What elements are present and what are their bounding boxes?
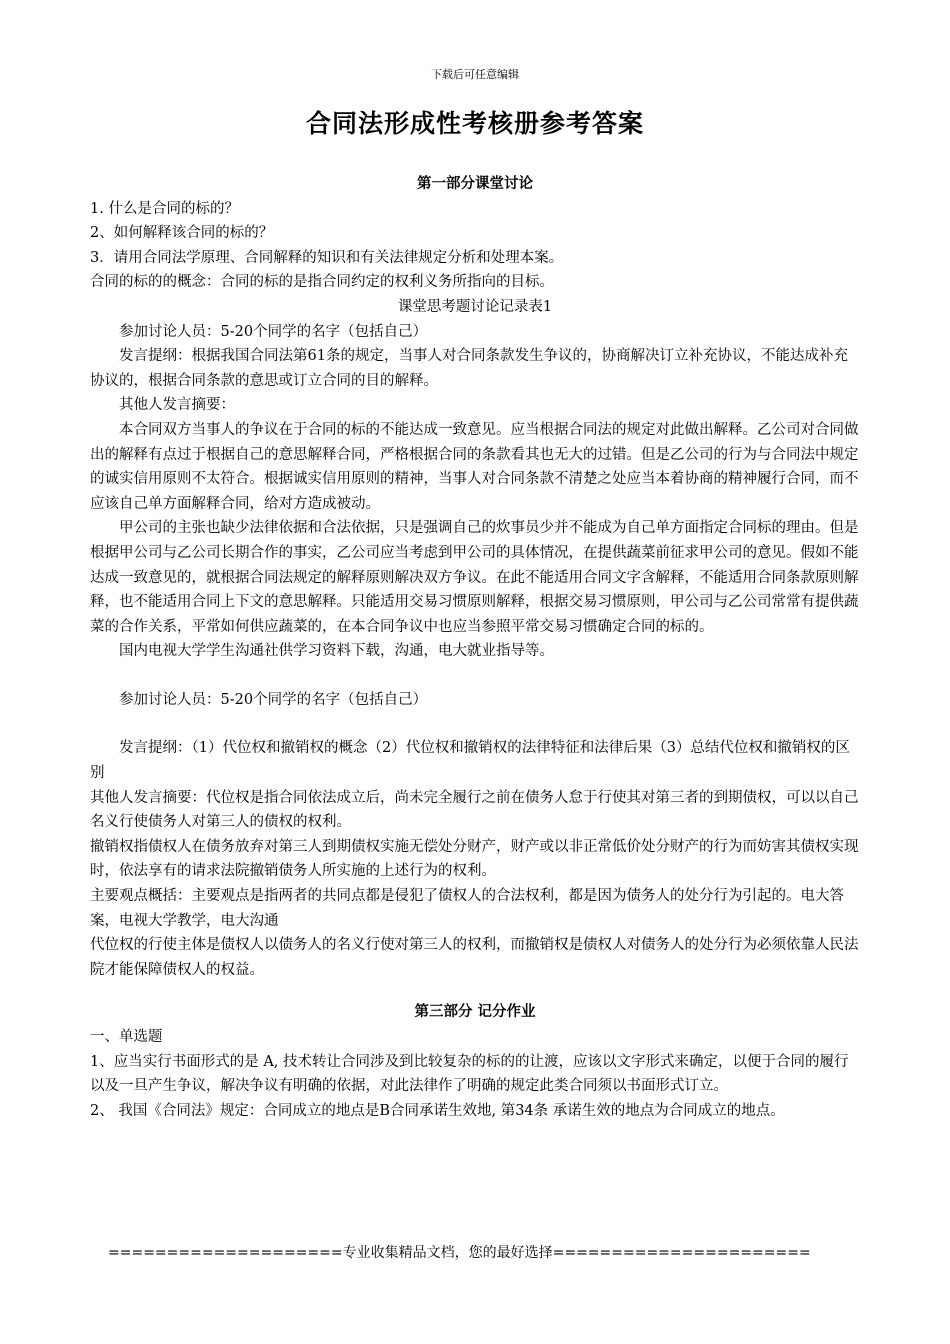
outline-paragraph: 发言提纲：根据我国合同法第61条的规定，当事人对合同条款发生争议的，协商解决订立补充协议，不能达成补充协议的，根据合同条款的意思或订立合同的目的解释。	[90, 348, 848, 389]
difference-paragraph: 代位权的行使主体是债权人以债务人的名义行使对第三人的权利，而撤销权是债权人对债务人的处分行为必须依靠人民法院才能保障债权人的权益。	[90, 937, 859, 978]
others-paragraph: 其他人发言摘要：代位权是指合同依法成立后，尚未完全履行之前在债务人怠于行使其对第三者的到期债权，可以以自己名义行使债务人对第三人的债权的权利。	[90, 789, 859, 831]
section-heading-1: 第一部分课堂讨论	[417, 175, 533, 192]
document-title: 合同法形成性考核册参考答案	[305, 109, 644, 138]
body-paragraph: 本合同双方当事人的争议在于合同的标的不能达成一致意见。应当根据合同法的规定对此做出解释。乙公司对合同做出的解释有点过于根据自己的意思解释合同，严格根据合同的条款看其也无大的过错。但是乙公司的行为与合同法中规定的诚实信用原则不太符合。根据诚实信用原则的精神，当事人对合同条款不清楚之处应当本着协商的精神履行合同，而不应该自己单方面解释合同，给对方造成被动。	[90, 421, 859, 512]
question-1: 1. 什么是合同的标的？	[90, 200, 239, 217]
subsection-heading: 一、单选题	[90, 1029, 163, 1045]
revoke-paragraph: 撤销权指债权人在债务放弃对第三人到期债权实施无偿处分财产，财产或以非正常低价处分财产的行为而妨害其债权实现时，依法享有的请求法院撤销债务人所实施的上述行为的权利。	[90, 838, 859, 880]
outline-paragraph: 发言提纲：（1）代位权和撤销权的概念（2）代位权和撤销权的法律特征和法律后果（3）总结代位权和撤销权的区别	[90, 740, 850, 782]
document-body	[90, 172, 860, 1123]
footer-banner: ====================专业收集精品文档，您的最好选择======================	[108, 1245, 811, 1261]
body-paragraph: 国内电视大学学生沟通社供学习资料下载，沟通，电大就业指导等。	[119, 643, 554, 660]
body-paragraph: 甲公司的主张也缺少法律依据和合法依据，只是强调自己的炊事员少并不能成为自己单方面指定合同标的理由。但是根据甲公司与乙公司长期合作的事实，乙公司应当考虑到甲公司的具体情况，在提供蔬菜前征求甲公司的意见。假如不能达成一致意见的，就根据合同法规定的解释原则解决双方争议。在此不能适用合同文字含解释，不能适用合同条款原则解释，也不能适用合同上下文的意思解释。只能适用交易习惯原则解释，根据交易习惯原则，甲公司与乙公司常常有提供蔬菜的合作关系，平常如何供应蔬菜的，在本合同争议中也应当参照平常交易习惯确定合同的标的。	[90, 520, 859, 635]
answer-item-1: 1、应当实行书面形式的是 A, 技术转让合同涉及到比较复杂的标的的让渡，应该以文字形式来确定，以便于合同的履行以及一旦产生争议，解决争议有明确的依据，对此法律作了明确的规定此类合同须以书面形式订立。	[90, 1053, 849, 1095]
participants-line: 参加讨论人员：5-20个同学的名字（包括自己）	[119, 323, 428, 340]
question-2: 2、如何解释该合同的标的？	[90, 225, 274, 242]
header-note: 下载后可任意编辑	[431, 68, 519, 81]
main-points-paragraph: 主要观点概括：主要观点是指两者的共同点都是侵犯了债权人的合法权利，都是因为债务人的处分行为引起的。电大答案，电视大学教学，电大沟通	[90, 888, 844, 929]
participants-line: 参加讨论人员：5-20个同学的名字（包括自己）	[119, 691, 428, 708]
record-table-title: 课堂思考题讨论记录表1	[397, 298, 553, 315]
question-3: 3．请用合同法学原理、合同解释的知识和有关法律规定分析和处理本案。	[90, 249, 564, 266]
answer-item-2: 2、 我国《合同法》规定：合同成立的地点是B合同承诺生效地, 第34条 承诺生效的地点为合同成立的地点。	[90, 1102, 785, 1119]
spacer	[90, 664, 860, 688]
section-heading-3: 第三部分 记分作业	[414, 1003, 536, 1021]
concept-paragraph: 合同的标的的概念：合同的标的是指合同约定的权利义务所指向的目标。	[90, 274, 554, 291]
spacer	[90, 712, 860, 736]
others-label: 其他人发言摘要：	[119, 397, 235, 414]
spacer	[90, 982, 860, 1000]
